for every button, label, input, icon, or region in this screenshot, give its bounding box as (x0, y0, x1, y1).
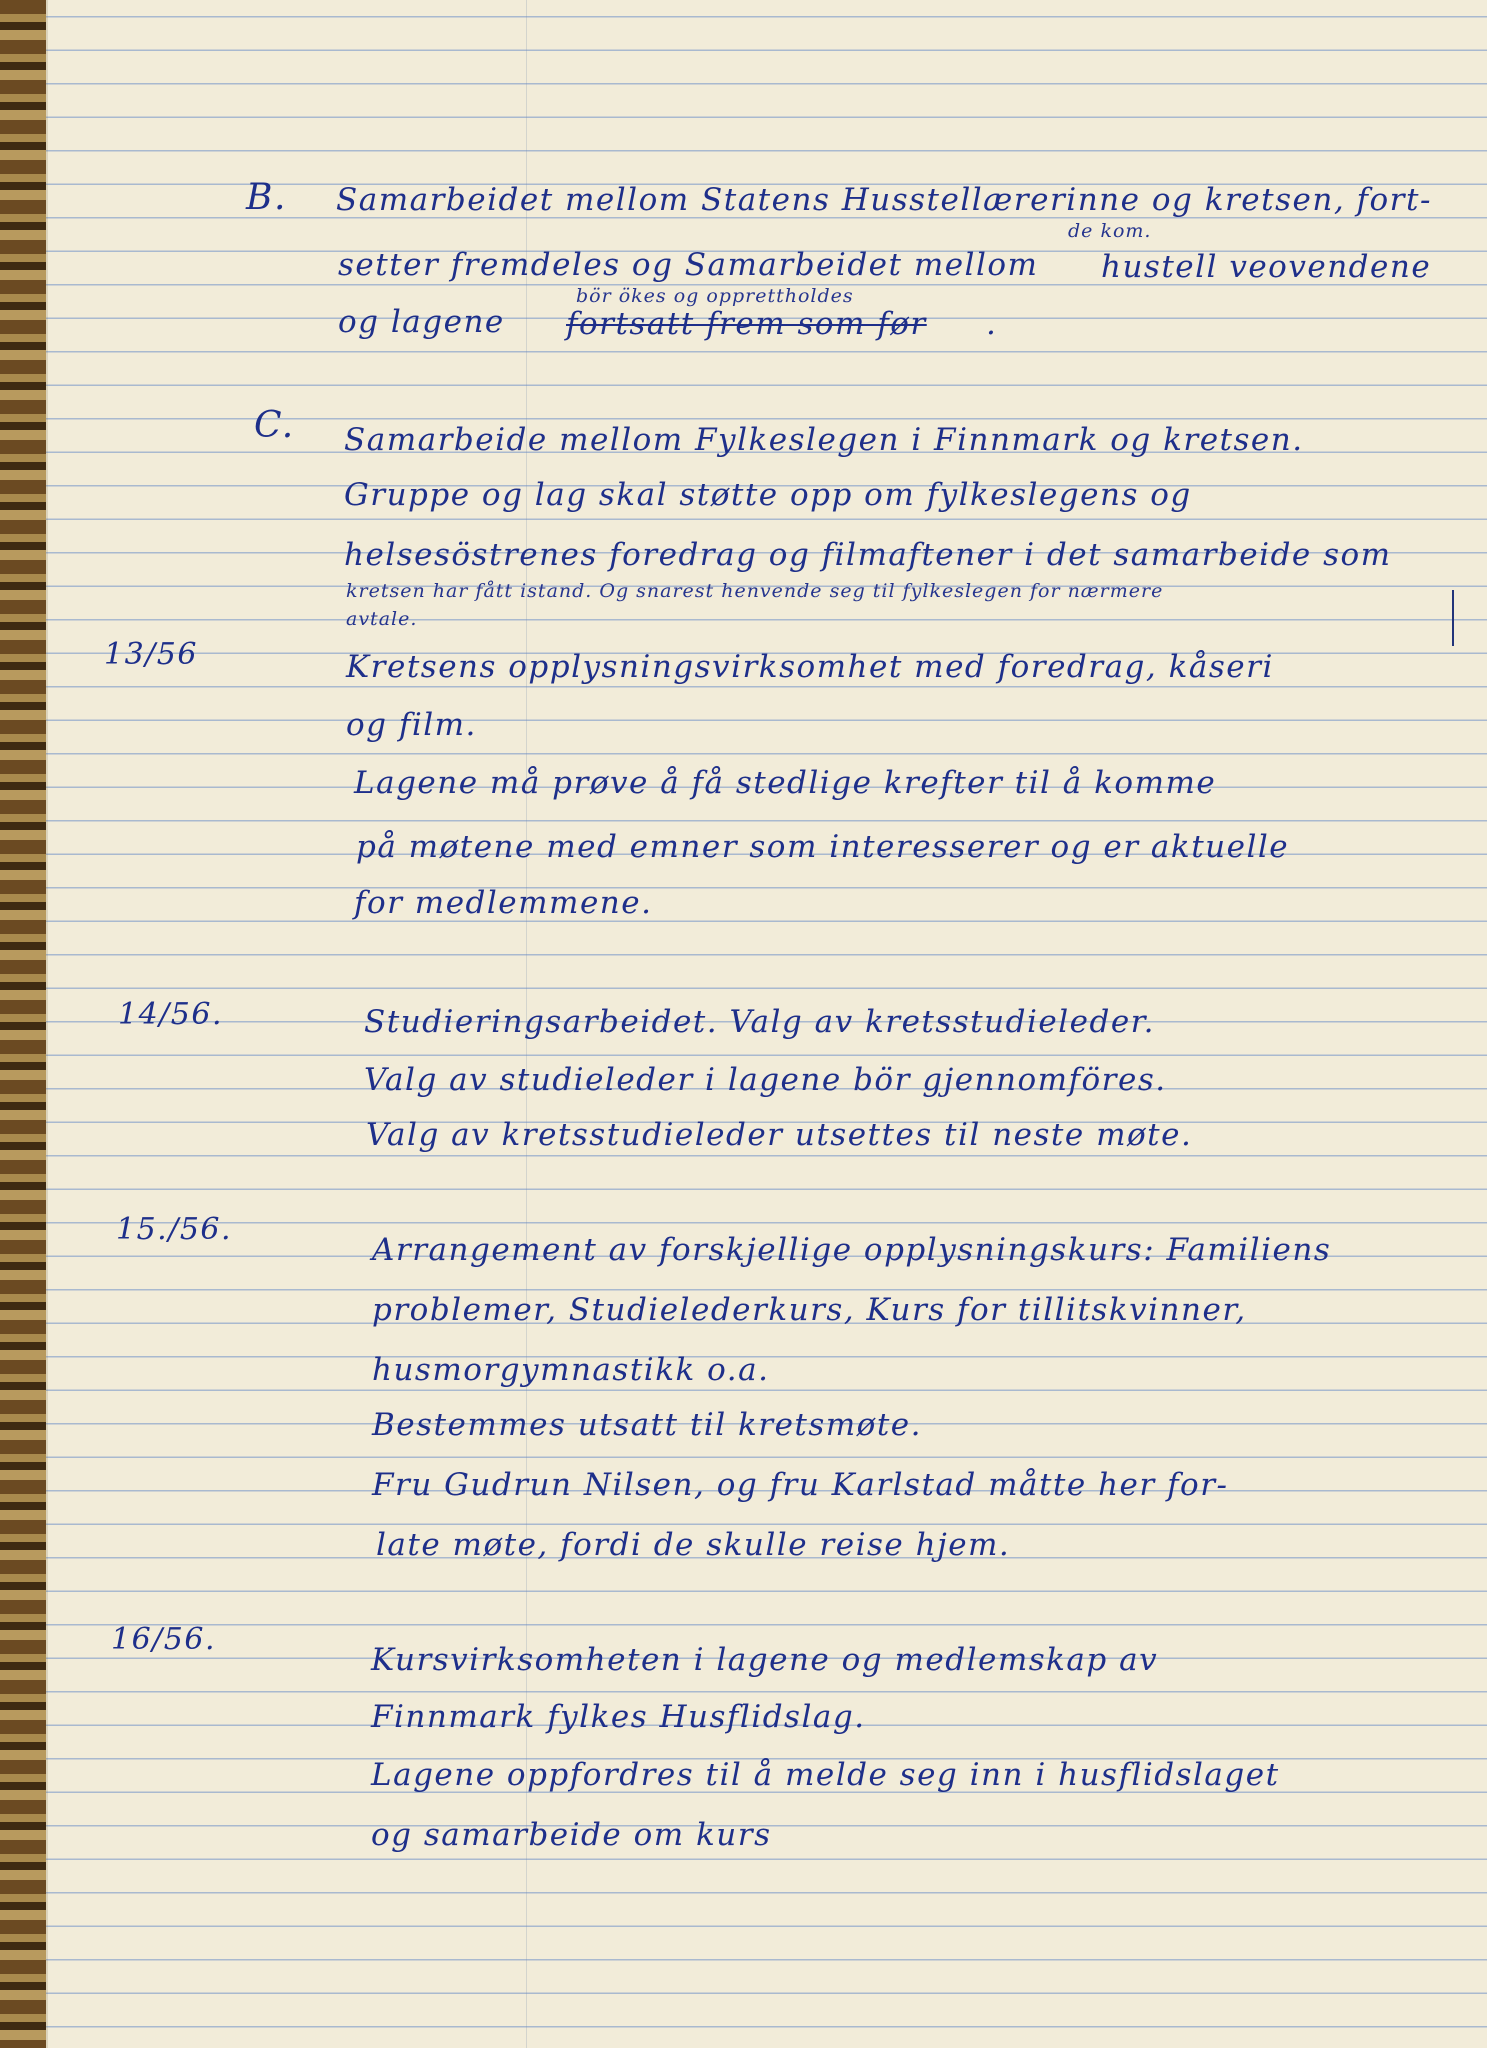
item-16-line-3: Lagene oppfordres til å melde seg inn i husflidslaget (371, 1757, 1280, 1793)
item-14-line-1: Studieringsarbeidet. Valg av kretsstudieleder. (364, 1004, 1155, 1040)
section-b-insert-line-3: bör ökes og opprettholdes (576, 285, 854, 307)
item-15-line-3: husmorgymnastikk o.a. (372, 1352, 770, 1388)
section-c-line-3: helsesöstrenes foredrag og filmaftener i det samarbeide som (344, 537, 1392, 573)
item-13-line-4: på møtene med emner som interesserer og er aktuelle (356, 829, 1290, 865)
section-b-line-3-end: . (986, 306, 998, 342)
notebook-binding (0, 0, 46, 2048)
section-b-line-2a: setter fremdeles og Samarbeidet mellom (338, 247, 1039, 283)
ink-margin-tick (1452, 590, 1454, 646)
item-14-line-2: Valg av studieleder i lagene bör gjennomföres. (364, 1062, 1167, 1098)
section-b-line-3-struck: fortsatt frem som før (566, 306, 927, 342)
item-13-line-1: Kretsens opplysningsvirksomhet med foredrag, kåseri (346, 649, 1274, 685)
item-16-line-2: Finnmark fylkes Husflidslag. (371, 1699, 866, 1735)
item-14-number: 14/56. (118, 997, 223, 1032)
item-13-number: 13/56 (104, 637, 198, 672)
item-16-line-1: Kursvirksomheten i lagene og medlemskap av (371, 1642, 1159, 1678)
item-13-line-3: Lagene må prøve å få stedlige krefter til å komme (354, 765, 1217, 801)
section-b-label: B. (246, 177, 287, 218)
item-15-line-1: Arrangement av forskjellige opplysningskurs: Familiens (372, 1232, 1332, 1268)
item-16-line-4: og samarbeide om kurs (371, 1817, 772, 1853)
item-13-line-2: og film. (346, 707, 477, 743)
section-b-line-1: Samarbeidet mellom Statens Husstellærerinne og kretsen, fort- (336, 182, 1432, 218)
item-14-line-3: Valg av kretsstudieleder utsettes til neste møte. (366, 1117, 1193, 1153)
section-c-note-line-2: avtale. (346, 608, 418, 630)
item-13-line-5: for medlemmene. (354, 885, 653, 921)
ruled-notebook-page (46, 0, 1487, 2048)
item-16-number: 16/56. (111, 1622, 216, 1657)
item-15-line-5: Fru Gudrun Nilsen, og fru Karlstad måtte her for- (372, 1467, 1229, 1503)
section-c-note-line-1: kretsen har fått istand. Og snarest henvende seg til fylkeslegen for nærmere (346, 580, 1164, 602)
section-b-insert-kom: de kom. (1068, 220, 1152, 242)
item-15-line-4: Bestemmes utsatt til kretsmøte. (372, 1407, 922, 1443)
section-c-line-1: Samarbeide mellom Fylkeslegen i Finnmark og kretsen. (344, 422, 1304, 458)
item-15-line-6: late møte, fordi de skulle reise hjem. (376, 1527, 1011, 1563)
item-15-number: 15./56. (116, 1212, 233, 1247)
section-b-line-2b: hustell veovendene (1101, 249, 1432, 285)
section-c-label: C. (254, 405, 295, 446)
section-c-line-2: Gruppe og lag skal støtte opp om fylkeslegens og (344, 477, 1192, 513)
item-15-line-2: problemer, Studielederkurs, Kurs for tillitskvinner, (372, 1292, 1247, 1328)
section-b-line-3-start: og lagene (338, 304, 505, 340)
